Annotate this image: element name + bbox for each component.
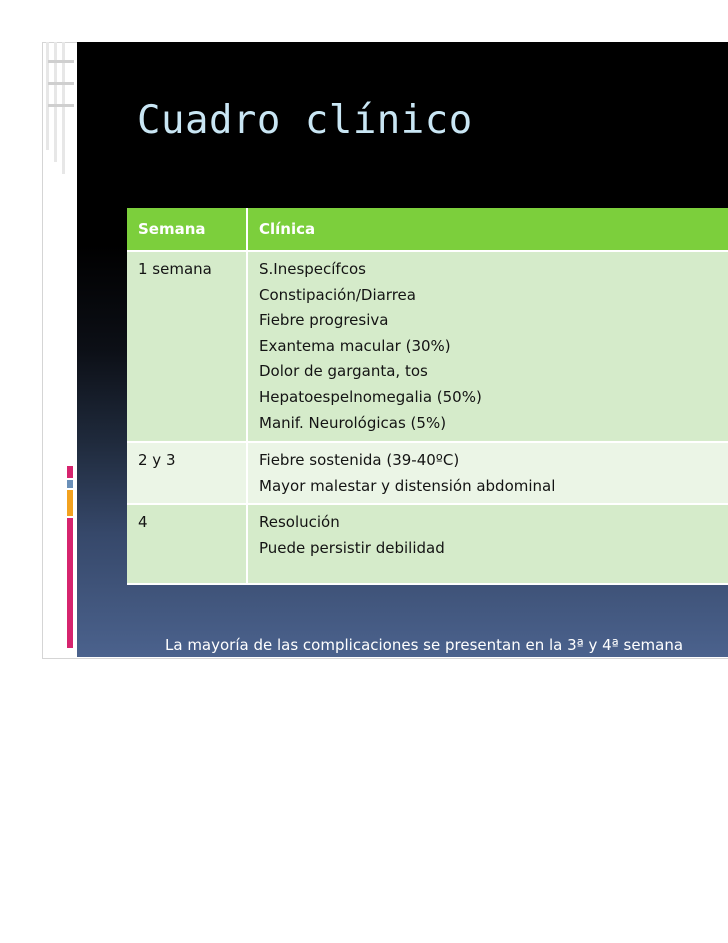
slide-title: Cuadro clínico (137, 98, 473, 143)
footer-note: La mayoría de las complicaciones se presentan en la 3ª y 4ª semana (165, 636, 684, 654)
cell-semana: 4 (127, 504, 247, 584)
slide (77, 42, 728, 657)
accent-bar-pink (67, 466, 73, 478)
decorative-stripes (42, 42, 76, 182)
decorative-line (48, 60, 74, 63)
clinica-line: Exantema macular (30%) (259, 336, 451, 355)
header-clinica: Clínica (247, 208, 728, 251)
clinica-line: Fiebre progresiva (259, 311, 389, 330)
clinica-line: Mayor malestar y distensión abdominal (259, 476, 556, 495)
clinica-line: Constipación/Diarrea (259, 285, 416, 304)
clinica-line: Fiebre sostenida (39-40ºC) (259, 451, 460, 469)
cell-semana: 1 semana (127, 251, 247, 442)
table-row (127, 504, 728, 584)
clinical-table (127, 208, 728, 585)
clinica-line: Puede persistir debilidad (259, 538, 445, 557)
table-row (127, 251, 728, 442)
decorative-line (48, 104, 74, 107)
clinica-line: Hepatoespelnomegalia (50%) (259, 387, 482, 406)
cell-clinica (247, 442, 728, 504)
clinica-line: Resolución (259, 513, 340, 532)
accent-bar-blue (67, 480, 73, 488)
clinica-line: Manif. Neurológicas (5%) (259, 413, 447, 432)
accent-bar-orange (67, 490, 73, 516)
decorative-line (48, 82, 74, 85)
accent-bar-pink-long (67, 518, 73, 648)
clinica-line: Dolor de garganta, tos (259, 362, 428, 381)
table-header-row (127, 208, 728, 251)
cell-semana: 2 y 3 (127, 442, 247, 504)
clinica-line: S.Inespecífcos (259, 260, 366, 278)
table-row (127, 442, 728, 504)
header-semana: Semana (127, 208, 247, 251)
cell-clinica (247, 504, 728, 584)
cell-clinica (247, 251, 728, 442)
